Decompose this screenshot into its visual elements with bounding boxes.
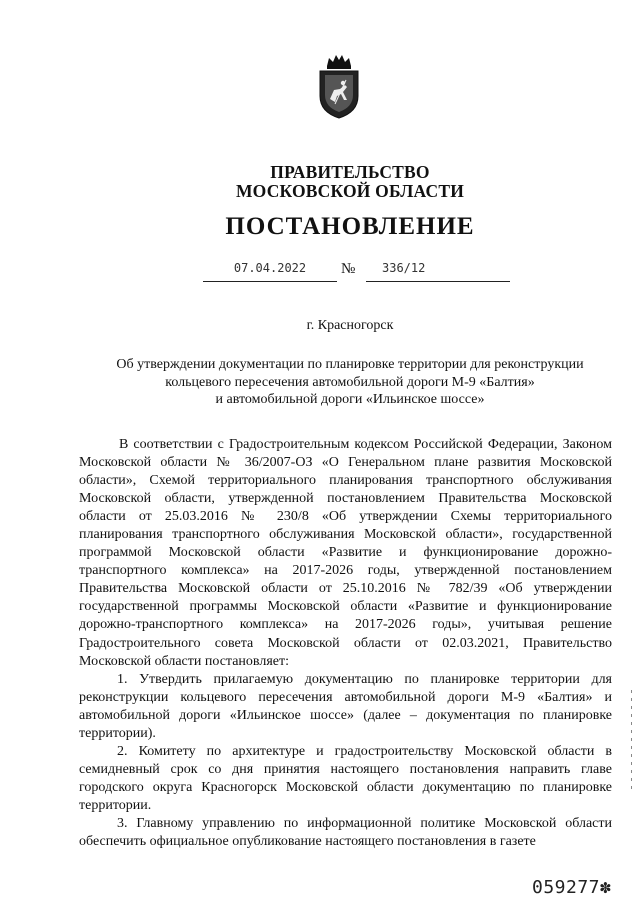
document-number: 336/12 [366, 261, 510, 282]
clause-3: 3. Главному управлению по информационной политике Московской области обеспечить официальное опубликование настоящего постановления в газете [79, 815, 612, 850]
document-date: 07.04.2022 [203, 261, 337, 282]
subject-line: кольцевого пересечения автомобильной дороги М-9 «Балтия» [165, 374, 535, 390]
document-body [79, 436, 612, 851]
document-subject [100, 356, 600, 409]
serial-stamp: 059277✽ [532, 877, 612, 898]
document-type-title: ПОСТАНОВЛЕНИЕ [225, 213, 475, 240]
subject-line: Об утверждении документации по планировке территории для реконструкции [116, 357, 584, 372]
preamble-paragraph: В соответствии с Градостроительным кодексом Российской Федерации, Законом Московской области № 36/2007-ОЗ «О Генеральном плане развития Московской области», Схемой территориального планирования транспортного обслуживания Московской области, утвержденной постановлением Правительства Московской области от 25.03.2016 № 230/8 «Об утверждении Схемы территориального планирования транспортного обслуживания Московской области», государственной программой Московской области «Развитие и функционирование дорожно-транспортного комплекса» на 2017-2026 годы, утвержденной постановлением Правительства Московской области от 25.10.2016 № 782/39 «Об утверждении государственной программы Московской области «Развитие и функционирование дорожно-транспортного комплекса» на 2017-2026 годы», учитывая решение Градостроительного совета Московской области от 02.03.2021, Правительство Московской области постановляет: [79, 437, 612, 669]
clause-2: 2. Комитету по архитектуре и градостроительству Московской области в семидневный срок со дня принятия настоящего постановления направить главе городского округа Красногорск Московской области документацию по планировке территории. [79, 743, 612, 813]
organization-name-line1: ПРАВИТЕЛЬСТВО [270, 162, 430, 182]
city-line: г. Красногорск [306, 318, 394, 333]
number-sign: № [341, 261, 356, 277]
subject-line: и автомобильной дороги «Ильинское шоссе» [215, 392, 485, 407]
coat-of-arms-icon [316, 52, 362, 120]
scan-edge-marks [630, 690, 633, 790]
organization-name-line2: МОСКОВСКОЙ ОБЛАСТИ [235, 181, 465, 201]
clause-1: 1. Утвердить прилагаемую документацию по планировке территории для реконструкции кольцевого пересечения автомобильной дороги М-9 «Балтия» и автомобильной дороги «Ильинское шоссе» (далее – документация по планировке территории). [79, 671, 612, 741]
